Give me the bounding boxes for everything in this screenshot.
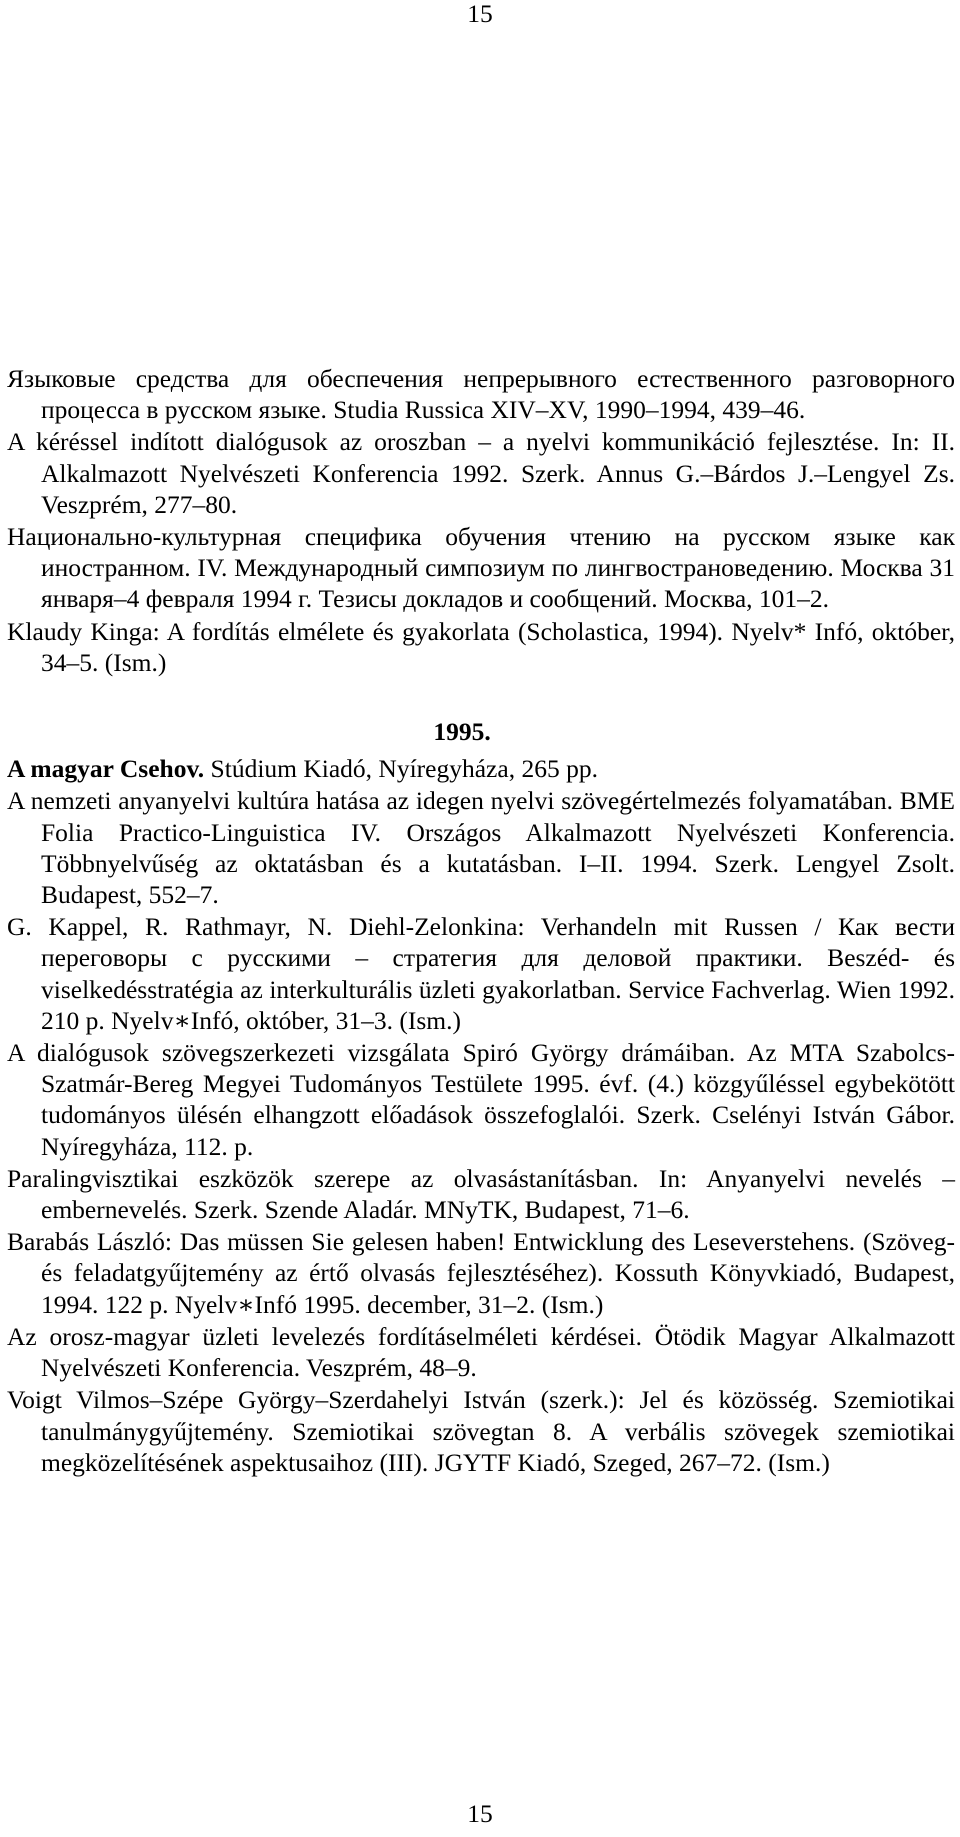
bibliography-entry: Национально-культурная специфика обучения чтению на русском языке как иностранном. IV. Международный симпозиум по лингвострановедению. Москва 31 января–4 февраля 1994 г. Тезисы докладов и сообщений. Москва, 101–2. xyxy=(7,522,955,614)
bibliography-list xyxy=(7,363,955,1479)
year-heading: 1995. xyxy=(433,717,491,747)
bibliography-entry: G. Kappel, R. Rathmayr, N. Diehl-Zelonkina: Verhandeln mit Russen / Как вести переговоры с русскими – стратегия для деловой практики. Beszéd- és viselkedésstratégia az interkulturális üzleti gyakorlatban. Service Fachverlag. Wien 1992. 210 p. Nyelv∗Infó, október, 31–3. (Ism.) xyxy=(7,912,955,1035)
bibliography-entry: Языковые средства для обеспечения непрерывного естественного разговорного процесса в русском языке. Studia Russica XIV–XV, 1990–1994, 439–46. xyxy=(7,364,955,425)
bibliography-entry: A dialógusok szövegszerkezeti vizsgálata Spiró György drámáiban. Az MTA Szabolcs-Szatmár-Bereg Megyei Tudományos Testülete 1995. évf. (4.) közgyűléssel egybekötött tudományos ülésén elhangzott előadások összefoglalói. Szerk. Cselényi István Gábor. Nyíregyháza, 112. p. xyxy=(7,1038,955,1161)
book-details: Stúdium Kiadó, Nyíregyháza, 265 pp. xyxy=(204,754,598,784)
bibliography-entry: Voigt Vilmos–Szépe György–Szerdahelyi István (szerk.): Jel és közösség. Szemiotikai tanulmánygyűjtemény. Szemiotikai szövegtan 8. A verbális szövegek szemiotikai megközelítésének aspektusaihoz (III). JGYTF Kiadó, Szeged, 267–72. (Ism.) xyxy=(7,1385,955,1477)
bibliography-entry: Az orosz-magyar üzleti levelezés fordításelméleti kérdései. Ötödik Magyar Alkalmazott Nyelvészeti Konferencia. Veszprém, 48–9. xyxy=(7,1321,955,1383)
bibliography-entry-book xyxy=(7,753,955,784)
bibliography-entry: A nemzeti anyanyelvi kultúra hatása az idegen nyelvi szövegértelmezés folyamatában. BME Folia Practico-Linguistica IV. Országos Alkalmazott Nyelvészeti Konferencia. Többnyelvűség az oktatásban és a kutatásban. I–II. 1994. Szerk. Lengyel Zsolt. Budapest, 552–7. xyxy=(7,786,955,910)
bibliography-entry: Barabás László: Das müssen Sie gelesen haben! Entwicklung des Leseverstehens. (Szöveg- és feladatgyűjtemény az értő olvasás fejlesztéséhez). Kossuth Könyvkiadó, Budapest, 1994. 122 p. Nyelv∗Infó 1995. december, 31–2. (Ism.) xyxy=(7,1227,955,1319)
page-number-top: 15 xyxy=(467,0,493,28)
book-title: A magyar Csehov. xyxy=(7,754,205,784)
bibliography-entry: Klaudy Kinga: A fordítás elmélete és gyakorlata (Scholastica, 1994). Nyelv* Infó, október, 34–5. (Ism.) xyxy=(7,616,955,677)
bibliography-entry: A kéréssel indított dialógusok az oroszban – a nyelvi kommunikáció fejlesztése. In: II. Alkalmazott Nyelvészeti Konferencia 1992. Szerk. Annus G.–Bárdos J.–Lengyel Zs. Veszprém, 277–80. xyxy=(7,427,955,519)
bibliography-entry: Paralingvisztikai eszközök szerepe az olvasástanításban. In: Anyanyelvi nevelés – embernevelés. Szerk. Szende Aladár. MNyTK, Budapest, 71–6. xyxy=(7,1163,955,1225)
page-number-bottom: 15 xyxy=(467,1799,493,1828)
